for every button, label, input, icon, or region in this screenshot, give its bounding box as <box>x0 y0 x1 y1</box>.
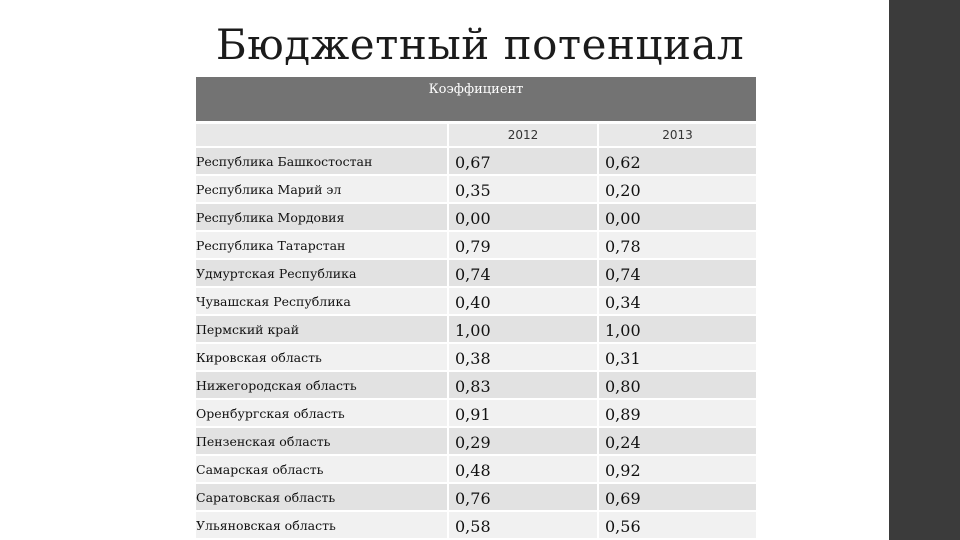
right-decorative-bar <box>889 0 960 540</box>
value-2013: 0,62 <box>598 147 756 175</box>
value-2012: 0,67 <box>448 147 598 175</box>
region-name: Республика Марий эл <box>196 175 448 203</box>
value-2012: 0,83 <box>448 371 598 399</box>
region-name: Самарская область <box>196 455 448 483</box>
value-2012: 0,38 <box>448 343 598 371</box>
table-row <box>196 455 756 483</box>
value-2013: 1,00 <box>598 315 756 343</box>
value-2013: 0,80 <box>598 371 756 399</box>
table-row <box>196 343 756 371</box>
value-2013: 0,78 <box>598 231 756 259</box>
region-name: Нижегородская область <box>196 371 448 399</box>
table-row <box>196 483 756 511</box>
budget-potential-table <box>196 124 756 538</box>
value-2012: 0,58 <box>448 511 598 538</box>
value-2012: 0,91 <box>448 399 598 427</box>
table-row <box>196 203 756 231</box>
region-name: Ульяновская область <box>196 511 448 538</box>
column-header-2013: 2013 <box>598 124 756 147</box>
region-name: Республика Мордовия <box>196 203 448 231</box>
value-2013: 0,20 <box>598 175 756 203</box>
table-row <box>196 231 756 259</box>
region-name: Пермский край <box>196 315 448 343</box>
table-row <box>196 175 756 203</box>
value-2012: 0,48 <box>448 455 598 483</box>
table-group-header <box>196 77 756 121</box>
column-header-row <box>196 124 756 147</box>
value-2013: 0,34 <box>598 287 756 315</box>
column-header-region <box>196 124 448 147</box>
table-row <box>196 147 756 175</box>
value-2012: 1,00 <box>448 315 598 343</box>
value-2013: 0,92 <box>598 455 756 483</box>
value-2013: 0,69 <box>598 483 756 511</box>
value-2012: 0,40 <box>448 287 598 315</box>
table-row <box>196 371 756 399</box>
table-row <box>196 427 756 455</box>
value-2013: 0,89 <box>598 399 756 427</box>
region-name: Оренбургская область <box>196 399 448 427</box>
value-2013: 0,56 <box>598 511 756 538</box>
table-row <box>196 259 756 287</box>
table-row <box>196 315 756 343</box>
value-2012: 0,29 <box>448 427 598 455</box>
region-name: Чувашская Республика <box>196 287 448 315</box>
value-2012: 0,35 <box>448 175 598 203</box>
value-2013: 0,24 <box>598 427 756 455</box>
column-header-2012: 2012 <box>448 124 598 147</box>
table-row <box>196 399 756 427</box>
region-name: Республика Башкостостан <box>196 147 448 175</box>
region-name: Саратовская область <box>196 483 448 511</box>
value-2012: 0,74 <box>448 259 598 287</box>
region-name: Удмуртская Республика <box>196 259 448 287</box>
table-row <box>196 287 756 315</box>
slide-title: Бюджетный потенциал <box>215 20 745 69</box>
value-2013: 0,00 <box>598 203 756 231</box>
region-name: Республика Татарстан <box>196 231 448 259</box>
region-name: Пензенская область <box>196 427 448 455</box>
value-2012: 0,79 <box>448 231 598 259</box>
value-2013: 0,31 <box>598 343 756 371</box>
value-2012: 0,76 <box>448 483 598 511</box>
table-row <box>196 511 756 538</box>
value-2012: 0,00 <box>448 203 598 231</box>
coefficient-header-label: Коэффициент <box>428 82 524 97</box>
region-name: Кировская область <box>196 343 448 371</box>
value-2013: 0,74 <box>598 259 756 287</box>
